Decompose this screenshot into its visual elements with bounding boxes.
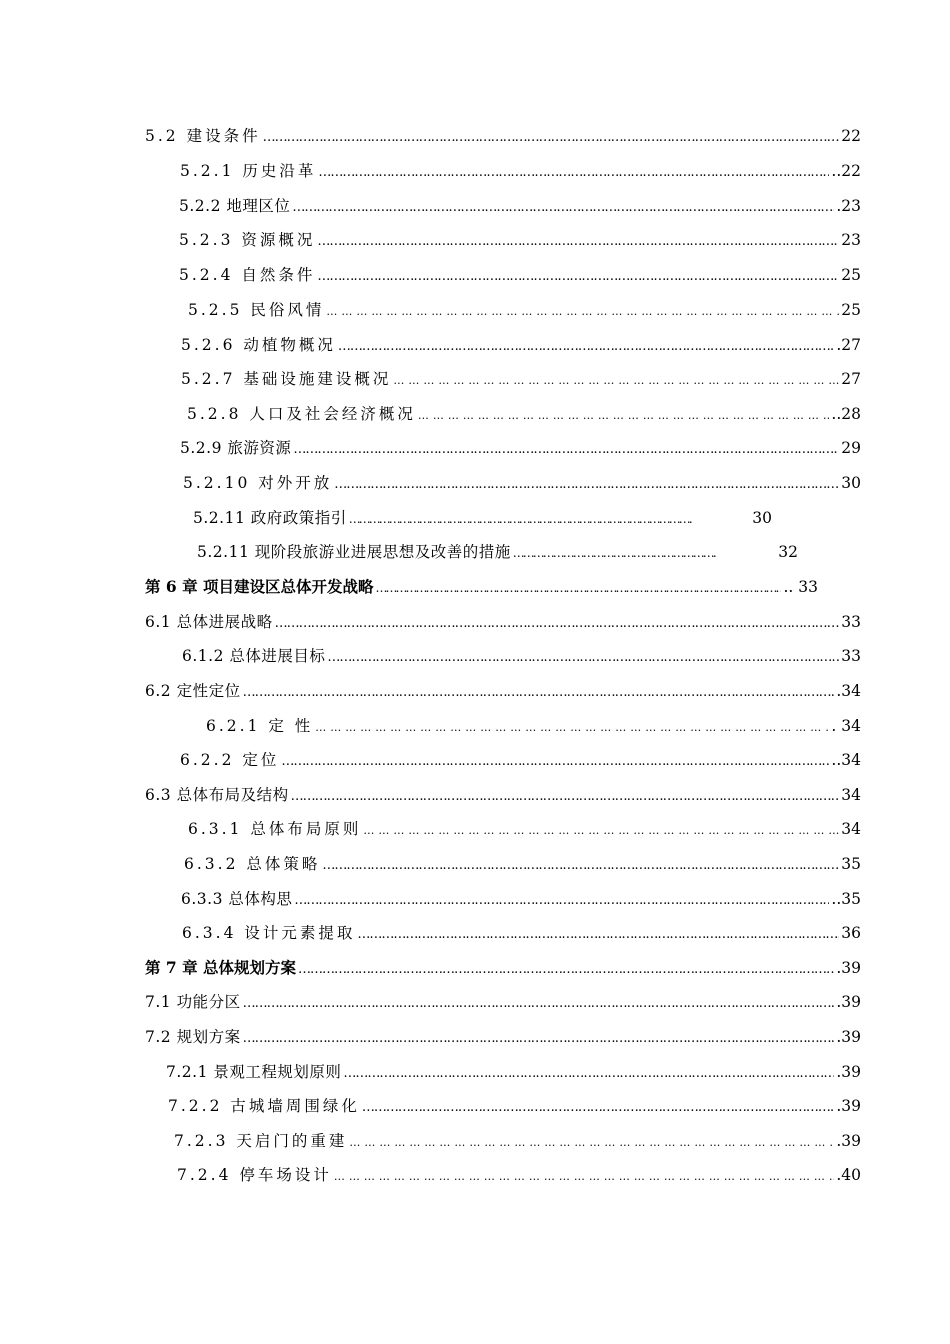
toc-label: 6.2.1 定 性 [206, 717, 314, 735]
toc-page-number: 30 [752, 509, 772, 527]
toc-page-number: .39 [836, 1097, 861, 1115]
toc-page-number: .39 [836, 1132, 861, 1150]
toc-page-number: 33 [841, 647, 861, 665]
toc-entry[interactable] [179, 194, 861, 218]
toc-leader [318, 161, 829, 185]
toc-label: 7.2 规划方案 [145, 1028, 241, 1046]
toc-page-number: 25 [841, 266, 861, 284]
toc-leader [349, 507, 693, 531]
toc-leader [513, 541, 719, 565]
toc-leader [243, 1027, 835, 1051]
toc-entry[interactable] [166, 1060, 861, 1084]
toc-leader [326, 300, 839, 324]
toc-leader [334, 1165, 834, 1189]
toc-entry[interactable] [181, 887, 861, 911]
toc-entry[interactable] [145, 956, 861, 980]
toc-leader [338, 335, 834, 359]
toc-leader [263, 126, 840, 150]
toc-entry[interactable] [182, 644, 861, 668]
toc-leader [315, 716, 829, 740]
toc-label: 第 6 章 项目建设区总体开发战略 [145, 577, 374, 596]
toc-entry[interactable] [145, 610, 861, 634]
toc-page-number: .39 [836, 1028, 861, 1046]
toc-label: 5.2 建设条件 [145, 127, 261, 145]
toc-leader [334, 473, 839, 497]
toc-leader [291, 785, 840, 809]
toc-label: 6.1.2 总体进展目标 [182, 647, 326, 665]
toc-label: 6.3.2 总体策略 [184, 855, 321, 873]
toc-label: 6.3.1 总体布局原则 [188, 820, 362, 838]
toc-label: 7.1 功能分区 [145, 993, 241, 1011]
toc-entry[interactable] [193, 506, 772, 530]
toc-page-number: ..28 [831, 405, 861, 423]
toc-leader [322, 854, 839, 878]
toc-page-number: 30 [841, 474, 861, 492]
toc-page-number: 35 [841, 855, 861, 873]
toc-entry[interactable] [181, 333, 861, 357]
toc-leader [357, 923, 839, 947]
toc-page-number: .27 [836, 336, 861, 354]
toc-page-number: ..35 [831, 890, 861, 908]
toc-page-number: 23 [841, 231, 861, 249]
toc-page-number: ..34 [831, 751, 861, 769]
toc-entry[interactable] [145, 990, 861, 1014]
toc-leader [317, 230, 839, 254]
toc-leader [393, 369, 839, 393]
toc-entry[interactable] [145, 124, 861, 148]
toc-label: 7.2.2 古城墙周围绿化 [168, 1097, 360, 1115]
toc-page-number: 27 [841, 370, 861, 388]
toc-entry[interactable] [181, 367, 861, 391]
toc-page-number: .39 [836, 993, 861, 1011]
toc-entry[interactable] [145, 575, 818, 599]
toc-label: 6.3 总体布局及结构 [145, 786, 289, 804]
toc-label: 5.2.7 基础设施建设概况 [181, 370, 392, 388]
toc-page-number: .39 [836, 1063, 861, 1081]
toc-label: 6.3.3 总体构思 [181, 890, 293, 908]
toc-label: 6.3.4 设计元素提取 [182, 924, 356, 942]
toc-entry[interactable] [188, 817, 861, 841]
toc-label: 5.2.5 民俗风情 [188, 301, 325, 319]
toc-page-number: .39 [836, 959, 861, 977]
toc-leader [294, 889, 829, 913]
toc-entry[interactable] [168, 1094, 861, 1118]
toc-page-number: 32 [778, 543, 798, 561]
toc-label: 6.1 总体进展战略 [145, 613, 273, 631]
toc-label: 7.2.1 景观工程规划原则 [166, 1063, 342, 1081]
toc-entry[interactable] [183, 471, 861, 495]
toc-page-number: ..22 [831, 162, 861, 180]
toc-label: 5.2.2 地理区位 [179, 197, 291, 215]
toc-leader [293, 438, 839, 462]
toc-leader [418, 404, 830, 428]
toc-leader [363, 819, 839, 843]
toc-entry[interactable] [180, 436, 861, 460]
toc-page-number: .34 [836, 682, 861, 700]
toc-label: 第 7 章 总体规划方案 [145, 958, 296, 977]
toc-label: 5.2.4 自然条件 [179, 266, 316, 284]
toc-leader [343, 1062, 834, 1086]
toc-page-number: .23 [836, 197, 861, 215]
toc-entry[interactable] [188, 298, 861, 322]
toc-leader [275, 612, 840, 636]
toc-page-number: .40 [836, 1166, 861, 1184]
toc-entry[interactable] [145, 679, 861, 703]
toc-leader [362, 1096, 834, 1120]
toc-label: 5.2.8 人口及社会经济概况 [187, 405, 416, 423]
toc-entry[interactable] [180, 159, 861, 183]
toc-page-number: 36 [841, 924, 861, 942]
toc-entry[interactable] [179, 263, 861, 287]
toc-label: 5.2.6 动植物概况 [181, 336, 336, 354]
toc-leader [375, 576, 781, 600]
toc-label: 5.2.11 政府政策指引 [193, 509, 347, 527]
toc-leader [327, 646, 839, 670]
toc-page-number: 34 [841, 820, 861, 838]
toc-page-number: 22 [841, 127, 861, 145]
toc-page-number: 34 [841, 786, 861, 804]
toc-label: 7.2.3 天启门的重建 [174, 1132, 348, 1150]
toc-label: 6.2.2 定位 [180, 751, 280, 769]
toc-leader [292, 196, 834, 220]
toc-entry[interactable] [180, 748, 861, 772]
toc-page-number: . 34 [831, 717, 861, 735]
toc-entry[interactable] [184, 852, 861, 876]
toc-page-number: 29 [841, 439, 861, 457]
toc-page-number: 33 [841, 613, 861, 631]
toc-entry[interactable] [187, 402, 861, 426]
toc-page-number: 25 [841, 301, 861, 319]
toc-label: 5.2.11 现阶段旅游业进展思想及改善的措施 [197, 543, 511, 561]
toc-label: 5.2.9 旅游资源 [180, 439, 292, 457]
toc-leader [281, 750, 829, 774]
toc-label: 7.2.4 停车场设计 [177, 1166, 332, 1184]
toc-entry[interactable] [177, 1163, 861, 1187]
toc-label: 5.2.3 资源概况 [179, 231, 316, 249]
toc-leader [349, 1131, 834, 1155]
toc-leader [317, 265, 839, 289]
toc-page-number: .. 33 [783, 578, 818, 596]
toc-leader [298, 958, 834, 982]
toc-leader [243, 992, 835, 1016]
toc-entry[interactable] [145, 1025, 861, 1049]
toc-entry[interactable] [206, 714, 861, 738]
toc-entry[interactable] [174, 1129, 861, 1153]
toc-entry[interactable] [197, 540, 798, 564]
toc-entry[interactable] [182, 921, 861, 945]
toc-leader [243, 681, 835, 705]
toc-label: 6.2 定性定位 [145, 682, 241, 700]
toc-entry[interactable] [145, 783, 861, 807]
toc-label: 5.2.10 对外开放 [183, 474, 333, 492]
toc-label: 5.2.1 历史沿革 [180, 162, 317, 180]
toc-entry[interactable] [179, 228, 861, 252]
